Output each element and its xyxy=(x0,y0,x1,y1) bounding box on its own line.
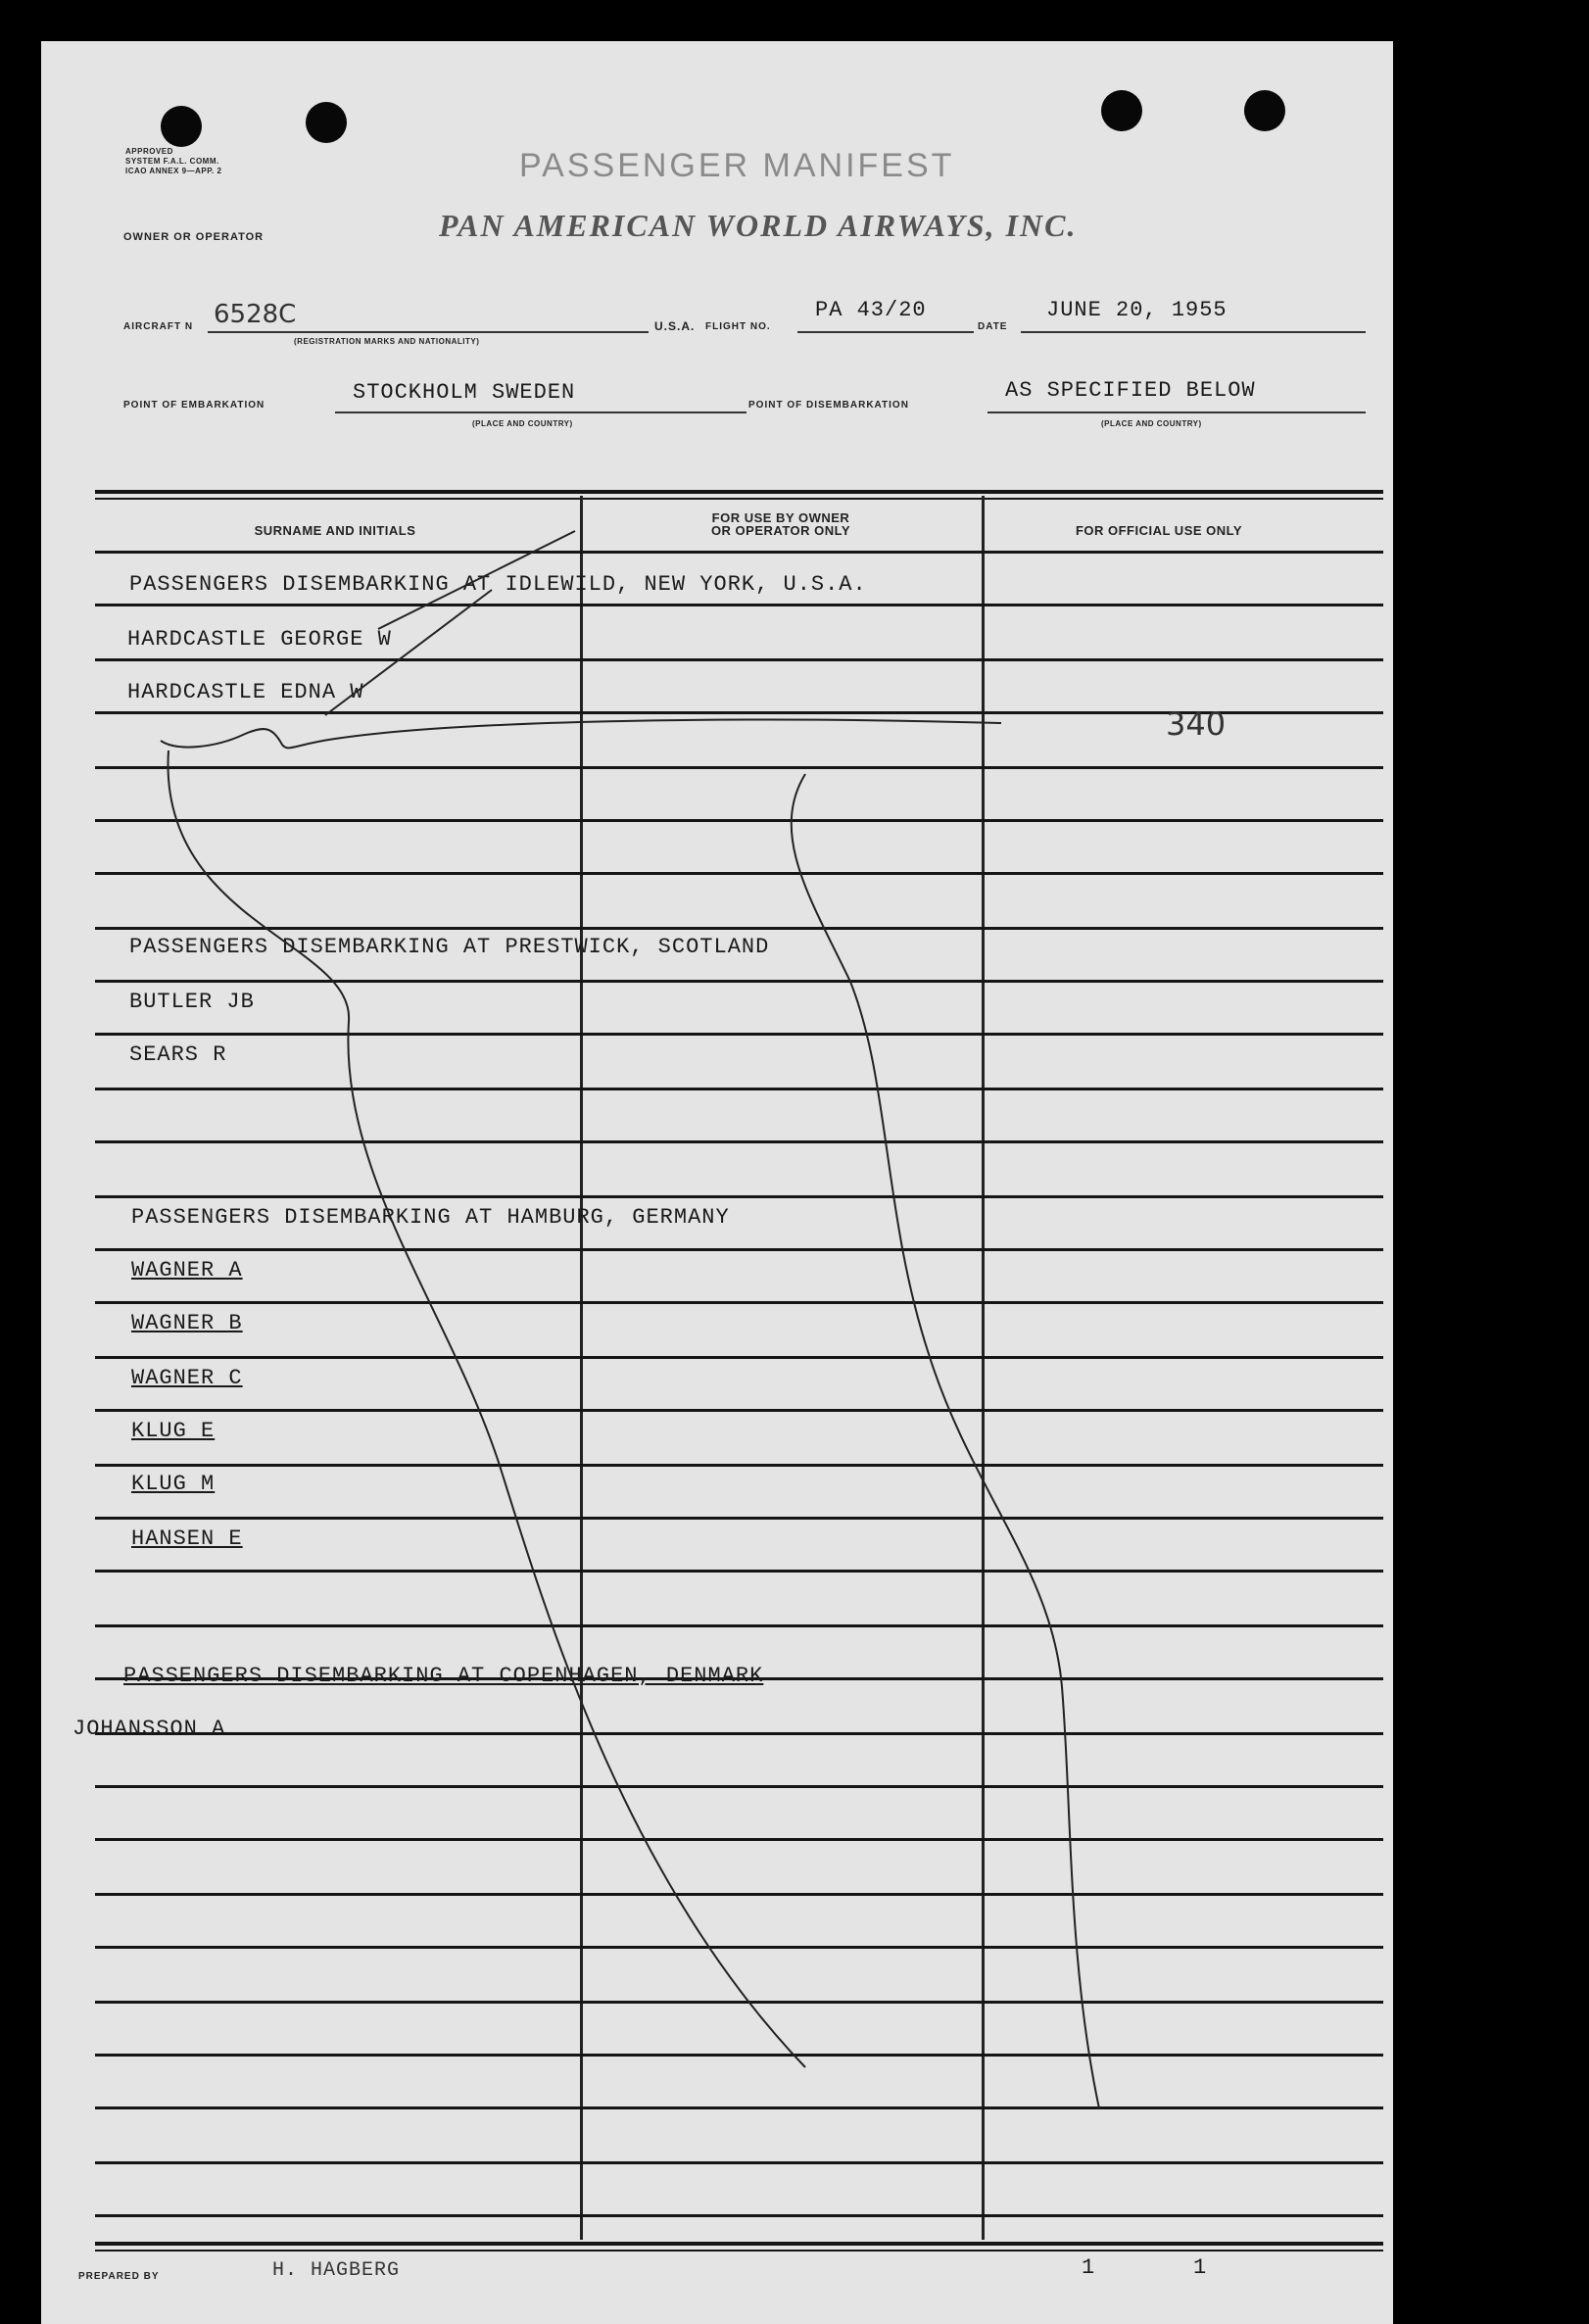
table-rule xyxy=(95,2106,1383,2109)
disembarkation-value: AS SPECIFIED BELOW xyxy=(1005,378,1256,403)
column-divider-1 xyxy=(580,496,583,2240)
table-rule xyxy=(95,604,1383,606)
table-rule xyxy=(95,1624,1383,1627)
passenger-row: BUTLER JB xyxy=(129,990,255,1014)
embarkation-label: POINT OF EMBARKATION xyxy=(123,400,265,411)
punch-hole-2 xyxy=(306,102,347,143)
page-total: 1 xyxy=(1193,2255,1208,2280)
table-rule xyxy=(95,1195,1383,1198)
embarkation-value: STOCKHOLM SWEDEN xyxy=(353,380,576,405)
table-rule xyxy=(95,2054,1383,2057)
table-top-border xyxy=(95,490,1383,494)
header-bottom-border xyxy=(95,551,1383,554)
table-bottom-border-2 xyxy=(95,2250,1383,2251)
page-number: 1 xyxy=(1082,2255,1096,2280)
date-label: DATE xyxy=(978,321,1008,332)
approval-line-3: ICAO ANNEX 9—APP. 2 xyxy=(125,167,222,175)
flight-number: PA 43/20 xyxy=(815,298,927,322)
table-bottom-border xyxy=(95,2242,1383,2246)
table-rule xyxy=(95,1517,1383,1520)
passenger-row: JOHANSSON A xyxy=(72,1717,226,1741)
passenger-row: SEARS R xyxy=(129,1042,227,1067)
table-rule xyxy=(95,2214,1383,2217)
owner-label: OWNER OR OPERATOR xyxy=(123,231,265,243)
table-rule xyxy=(95,1785,1383,1788)
approval-note xyxy=(125,147,221,176)
table-rule xyxy=(95,658,1383,661)
passenger-row: KLUG E xyxy=(131,1419,216,1443)
copenhagen-heading: PASSENGERS DISEMBARKING AT COPENHAGEN, DENMARK xyxy=(123,1664,764,1688)
manifest-title: PASSENGER MANIFEST xyxy=(519,147,955,184)
aircraft-number: 6528C xyxy=(214,300,297,329)
operator-name: PAN AMERICAN WORLD AIRWAYS, INC. xyxy=(439,208,1078,243)
flight-date: JUNE 20, 1955 xyxy=(1046,298,1228,322)
passenger-row: WAGNER A xyxy=(131,1258,243,1283)
table-rule xyxy=(95,2161,1383,2164)
table-rule xyxy=(95,2001,1383,2004)
embarkation-caption: (PLACE AND COUNTRY) xyxy=(472,419,573,428)
prepared-by: H. HAGBERG xyxy=(272,2259,401,2282)
table-rule xyxy=(95,1088,1383,1090)
table-rule xyxy=(95,1838,1383,1841)
aircraft-underline xyxy=(208,331,649,333)
hamburg-heading: PASSENGERS DISEMBARKING AT HAMBURG, GERMANY xyxy=(131,1205,730,1230)
column-divider-2 xyxy=(982,496,985,2240)
prepared-label: PREPARED BY xyxy=(78,2271,160,2282)
approval-line-2: SYSTEM F.A.L. COMM. xyxy=(125,157,219,166)
disembarkation-underline xyxy=(987,412,1366,413)
passenger-row: HARDCASTLE EDNA W xyxy=(127,680,364,704)
embarkation-underline xyxy=(335,412,746,413)
table-rule xyxy=(95,1301,1383,1304)
aircraft-label: AIRCRAFT N xyxy=(123,321,194,332)
table-rule xyxy=(95,1409,1383,1412)
table-top-border-2 xyxy=(95,498,1383,500)
nationality: U.S.A. xyxy=(654,319,696,333)
disembarkation-label: POINT OF DISEMBARKATION xyxy=(748,400,909,411)
registration-caption: (REGISTRATION MARKS AND NATIONALITY) xyxy=(294,337,480,346)
punch-hole-3 xyxy=(1101,90,1142,131)
official-note: 340 xyxy=(1166,705,1227,743)
passenger-row: WAGNER B xyxy=(131,1311,243,1335)
table-rule xyxy=(95,1946,1383,1949)
table-rule xyxy=(95,766,1383,769)
table-rule xyxy=(95,1356,1383,1359)
table-rule xyxy=(95,1732,1383,1735)
table-rule xyxy=(95,1248,1383,1251)
table-rule xyxy=(95,1570,1383,1573)
table-rule xyxy=(95,980,1383,983)
table-rule xyxy=(95,1033,1383,1036)
disembarkation-caption: (PLACE AND COUNTRY) xyxy=(1101,419,1202,428)
punch-hole-1 xyxy=(161,106,202,147)
table-rule xyxy=(95,1464,1383,1467)
passenger-row: HARDCASTLE GEORGE W xyxy=(127,627,392,652)
col-header-operator xyxy=(585,511,977,537)
table-rule xyxy=(95,872,1383,875)
table-rule xyxy=(95,927,1383,930)
passenger-row: HANSEN E xyxy=(131,1526,243,1551)
table-rule xyxy=(95,819,1383,822)
flight-label: FLIGHT NO. xyxy=(705,321,771,332)
prestwick-heading: PASSENGERS DISEMBARKING AT PRESTWICK, SCOTLAND xyxy=(129,935,770,959)
punch-hole-4 xyxy=(1244,90,1285,131)
manifest-sheet xyxy=(41,41,1393,2324)
date-underline xyxy=(1021,331,1366,333)
flight-underline xyxy=(797,331,974,333)
col-header-operator-line-1: FOR USE BY OWNER xyxy=(711,510,850,525)
approval-line-1: APPROVED xyxy=(125,147,173,156)
col-header-operator-line-2: OR OPERATOR ONLY xyxy=(710,523,851,538)
table-rule xyxy=(95,1140,1383,1143)
idlewild-heading: PASSENGERS DISEMBARKING AT IDLEWILD, NEW YORK, U.S.A. xyxy=(129,572,867,597)
table-rule xyxy=(95,1893,1383,1896)
passenger-row: KLUG M xyxy=(131,1472,216,1496)
col-header-surname: SURNAME AND INITIALS xyxy=(254,523,416,538)
col-header-official: FOR OFFICIAL USE ONLY xyxy=(1075,523,1243,538)
passenger-row: WAGNER C xyxy=(131,1366,243,1390)
